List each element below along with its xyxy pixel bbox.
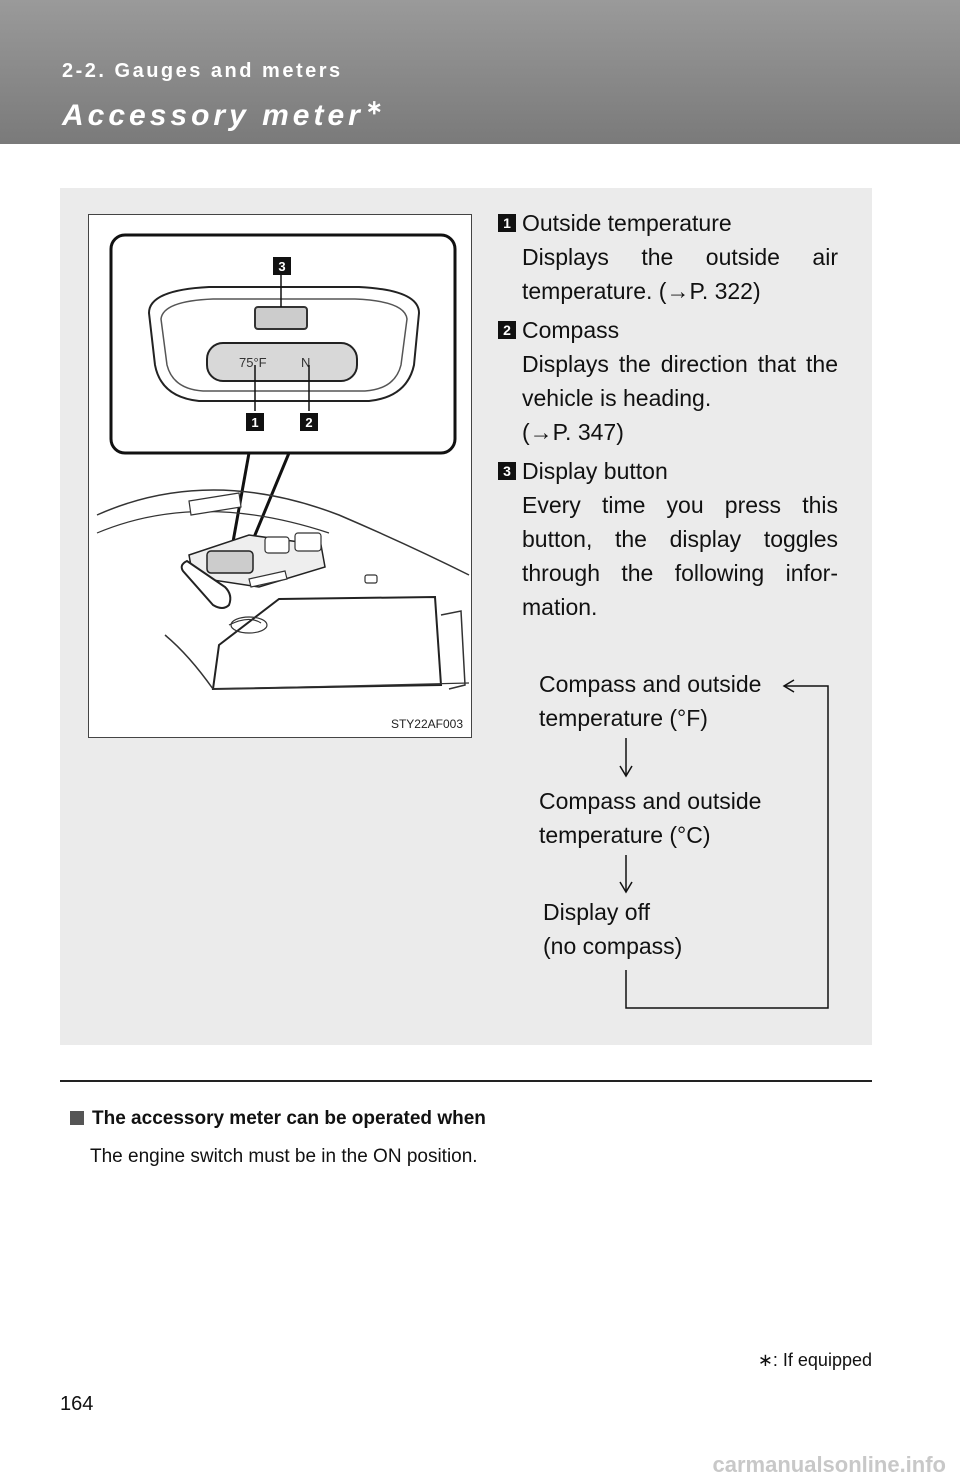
flow-step-line: Compass and outside: [539, 671, 762, 697]
square-bullet-icon: [70, 1111, 84, 1125]
footnote: [758, 1350, 872, 1371]
flow-step-line: Display off: [543, 899, 650, 925]
badge-1: 1: [251, 415, 259, 430]
note-body: The engine switch must be in the ON position.: [90, 1146, 478, 1167]
section-label: 2-2. Gauges and meters: [62, 60, 343, 82]
page-title-text: Accessory meter: [62, 99, 364, 132]
callout-name: Display button: [522, 458, 668, 484]
flow-step-display-off: [543, 895, 682, 963]
callout-description: Every time you press this button, the display toggles through the following infor-mation.: [522, 492, 838, 620]
badge-2: 2: [305, 415, 313, 430]
display-compass: N: [301, 355, 311, 370]
note-heading: [70, 1108, 486, 1130]
note-heading-text: The accessory meter can be operated when: [92, 1108, 486, 1129]
display-temperature: 75°F: [239, 355, 267, 370]
callout-page-reference: (→P. 347): [522, 419, 624, 445]
watermark: carmanualsonline.info: [712, 1452, 946, 1477]
flow-step-line: Compass and outside: [539, 788, 762, 814]
flow-step-line: temperature (°C): [539, 822, 711, 848]
footnote-mark: ∗: [757, 1350, 773, 1370]
flow-step-fahrenheit: [539, 667, 761, 735]
flow-step-line: temperature (°F): [539, 705, 708, 731]
badge-3: 3: [278, 259, 286, 274]
figure-code: STY22AF003: [390, 717, 463, 731]
callout-number-1: 1: [498, 214, 516, 232]
flow-step-line: (no compass): [543, 933, 683, 959]
callout-description: Displays the direction that the vehicle is heading.: [522, 351, 838, 411]
callout-name: Compass: [522, 317, 620, 343]
page-number: 164: [60, 1393, 94, 1415]
flow-step-celsius: [539, 784, 761, 852]
if-equipped-mark: ∗: [365, 97, 383, 119]
section-divider: [60, 1080, 872, 1082]
callout-number-3: 3: [498, 462, 516, 480]
callout-name: Outside temperature: [522, 210, 732, 236]
callout-number-2: 2: [498, 321, 516, 339]
callout-description: Displays the outside air temperature. (→P. 322): [522, 244, 838, 304]
footnote-text: : If equipped: [772, 1350, 872, 1370]
